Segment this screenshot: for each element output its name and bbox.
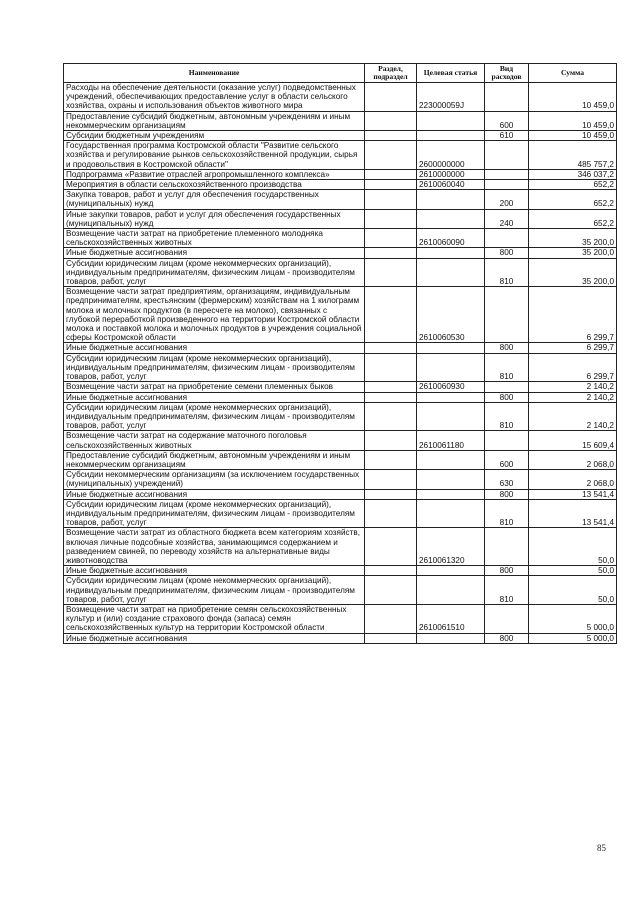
cell-sum: 652,2: [529, 209, 617, 228]
table-row: [64, 382, 617, 392]
cell-target: [417, 392, 485, 402]
cell-name: Иные бюджетные ассигнования: [64, 248, 365, 258]
table-row: [64, 566, 617, 576]
cell-section: [365, 566, 417, 576]
header-target: Целевая статья: [417, 64, 485, 83]
cell-sum: 50,0: [529, 528, 617, 566]
cell-section: [365, 131, 417, 141]
table-body: [64, 83, 617, 644]
table-row: [64, 633, 617, 643]
cell-kind: 800: [485, 392, 529, 402]
cell-section: [365, 83, 417, 112]
cell-target: 223000059J: [417, 83, 485, 112]
table-row: [64, 576, 617, 605]
table-row: [64, 489, 617, 499]
cell-target: [417, 566, 485, 576]
cell-kind: 810: [485, 353, 529, 382]
cell-kind: 240: [485, 209, 529, 228]
cell-section: [365, 499, 417, 528]
cell-sum: 2 140,2: [529, 382, 617, 392]
table-row: [64, 287, 617, 343]
cell-section: [365, 450, 417, 469]
cell-kind: 200: [485, 190, 529, 209]
table-row: [64, 258, 617, 287]
cell-sum: 5 000,0: [529, 604, 617, 633]
cell-kind: [485, 83, 529, 112]
cell-sum: 35 200,0: [529, 248, 617, 258]
cell-section: [365, 141, 417, 170]
cell-name: Возмещение части затрат из областного бюджета всем категориям хозяйств, включая личные подсобные хозяйства, занимающимся содержанием и разведением свиней, по переводу хозяйств на альтернативные виды животноводства: [64, 528, 365, 566]
table-row: [64, 604, 617, 633]
cell-name: Иные бюджетные ассигнования: [64, 392, 365, 402]
cell-name: Субсидии юридическим лицам (кроме некоммерческих организаций), индивидуальным предпринимателям, физическим лицам - производителям товаров, работ, услуг: [64, 576, 365, 605]
cell-target: 2610061180: [417, 431, 485, 450]
cell-target: 2610060530: [417, 287, 485, 343]
cell-sum: 2 068,0: [529, 450, 617, 469]
cell-section: [365, 180, 417, 190]
cell-kind: 810: [485, 402, 529, 431]
cell-name: Иные закупки товаров, работ и услуг для обеспечения государственных (муниципальных) нужд: [64, 209, 365, 228]
table-row: [64, 431, 617, 450]
cell-sum: 2 140,2: [529, 402, 617, 431]
cell-kind: [485, 287, 529, 343]
cell-kind: 810: [485, 576, 529, 605]
cell-target: [417, 576, 485, 605]
cell-section: [365, 209, 417, 228]
cell-name: Субсидии юридическим лицам (кроме некоммерческих организаций), индивидуальным предпринимателям, физическим лицам - производителям товаров, работ, услуг: [64, 402, 365, 431]
cell-name: Мероприятия в области сельскохозяйственного производства: [64, 180, 365, 190]
table-row: [64, 169, 617, 179]
table-row: [64, 180, 617, 190]
cell-name: Субсидии юридическим лицам (кроме некоммерческих организаций), индивидуальным предпринимателям, физическим лицам - производителям товаров, работ, услуг: [64, 353, 365, 382]
cell-kind: [485, 604, 529, 633]
cell-sum: 2 140,2: [529, 392, 617, 402]
table-row: [64, 499, 617, 528]
cell-section: [365, 431, 417, 450]
cell-sum: 35 200,0: [529, 258, 617, 287]
cell-kind: [485, 382, 529, 392]
cell-kind: 810: [485, 499, 529, 528]
cell-target: [417, 633, 485, 643]
cell-name: Закупка товаров, работ и услуг для обеспечения государственных (муниципальных) нужд: [64, 190, 365, 209]
cell-sum: 5 000,0: [529, 633, 617, 643]
cell-section: [365, 258, 417, 287]
table-row: [64, 83, 617, 112]
cell-target: [417, 111, 485, 130]
cell-name: Подпрограмма «Развитие отраслей агропромышленного комплекса»: [64, 169, 365, 179]
table-row: [64, 209, 617, 228]
cell-target: 2600000000: [417, 141, 485, 170]
cell-sum: 10 459,0: [529, 131, 617, 141]
cell-sum: 10 459,0: [529, 83, 617, 112]
cell-section: [365, 489, 417, 499]
cell-target: 2610000000: [417, 169, 485, 179]
cell-sum: 485 757,2: [529, 141, 617, 170]
cell-kind: 630: [485, 470, 529, 489]
cell-name: Иные бюджетные ассигнования: [64, 489, 365, 499]
table-row: [64, 343, 617, 353]
cell-section: [365, 229, 417, 248]
cell-sum: 652,2: [529, 180, 617, 190]
cell-kind: 600: [485, 450, 529, 469]
cell-kind: 800: [485, 633, 529, 643]
cell-name: Государственная программа Костромской области "Развитие сельского хозяйства и регулирование рынков сельскохозяйственной продукции, сырья и продовольствия в Костромской области": [64, 141, 365, 170]
table-row: [64, 402, 617, 431]
cell-section: [365, 343, 417, 353]
budget-table: [63, 63, 617, 644]
cell-section: [365, 402, 417, 431]
table-row: [64, 353, 617, 382]
header-kind: Вид расходов: [485, 64, 529, 83]
cell-name: Возмещение части затрат на содержание маточного поголовья сельскохозяйственных животных: [64, 431, 365, 450]
cell-name: Расходы на обеспечение деятельности (оказание услуг) подведомственных учреждений, обеспечивающих предоставление услуг в области сельского хозяйства, охраны и использования объектов животного мира: [64, 83, 365, 112]
cell-target: 2610060040: [417, 180, 485, 190]
cell-name: Возмещение части затрат на приобретение семян сельскохозяйственных культур и (или) создание страхового фонда (запаса) семян сельскохозяйственных культур на территории Костромской области: [64, 604, 365, 633]
cell-target: 2610060930: [417, 382, 485, 392]
table-row: [64, 450, 617, 469]
cell-kind: 810: [485, 258, 529, 287]
cell-name: Субсидии некоммерческим организациям (за исключением государственных (муниципальных) учреждений): [64, 470, 365, 489]
cell-name: Предоставление субсидий бюджетным, автономным учреждениям и иным некоммерческим организациям: [64, 450, 365, 469]
cell-name: Субсидии юридическим лицам (кроме некоммерческих организаций), индивидуальным предпринимателям, физическим лицам - производителям товаров, работ, услуг: [64, 258, 365, 287]
table-row: [64, 248, 617, 258]
cell-section: [365, 528, 417, 566]
cell-section: [365, 190, 417, 209]
cell-sum: 6 299,7: [529, 287, 617, 343]
cell-name: Субсидии юридическим лицам (кроме некоммерческих организаций), индивидуальным предпринимателям, физическим лицам - производителям товаров, работ, услуг: [64, 499, 365, 528]
table-row: [64, 470, 617, 489]
cell-kind: 800: [485, 566, 529, 576]
cell-section: [365, 633, 417, 643]
cell-name: Предоставление субсидий бюджетным, автономным учреждениям и иным некоммерческим организациям: [64, 111, 365, 130]
cell-sum: 6 299,7: [529, 343, 617, 353]
cell-name: Иные бюджетные ассигнования: [64, 343, 365, 353]
cell-sum: 15 609,4: [529, 431, 617, 450]
cell-target: [417, 343, 485, 353]
cell-target: [417, 190, 485, 209]
cell-section: [365, 169, 417, 179]
cell-section: [365, 392, 417, 402]
cell-name: Возмещение части затрат предприятиям, организациям, индивидуальным предпринимателям, крестьянским (фермерским) хозяйствам на 1 килограмм молока и молочных продуктов (в пересчете на молоко), связанных с глубокой переработкой произведенного на территории Костромской области молока и поставкой молока и молочных продуктов в учреждения социальной сферы Костромской области: [64, 287, 365, 343]
cell-kind: [485, 528, 529, 566]
page-number: 85: [597, 843, 606, 853]
cell-name: Субсидии бюджетным учреждениям: [64, 131, 365, 141]
table-row: [64, 229, 617, 248]
cell-sum: 35 200,0: [529, 229, 617, 248]
cell-sum: 50,0: [529, 566, 617, 576]
header-section: Раздел, подраздел: [365, 64, 417, 83]
cell-sum: 13 541,4: [529, 499, 617, 528]
cell-section: [365, 604, 417, 633]
header-sum: Сумма: [529, 64, 617, 83]
cell-name: Иные бюджетные ассигнования: [64, 566, 365, 576]
cell-section: [365, 382, 417, 392]
cell-target: 2610060090: [417, 229, 485, 248]
cell-sum: 50,0: [529, 576, 617, 605]
header-name: Наименование: [64, 64, 365, 83]
cell-target: [417, 131, 485, 141]
cell-section: [365, 470, 417, 489]
cell-target: [417, 499, 485, 528]
table-row: [64, 392, 617, 402]
cell-kind: [485, 229, 529, 248]
cell-name: Возмещение части затрат на приобретение племенного молодняка сельскохозяйственных животных: [64, 229, 365, 248]
cell-sum: 2 068,0: [529, 470, 617, 489]
cell-kind: 610: [485, 131, 529, 141]
cell-target: 2610061320: [417, 528, 485, 566]
cell-target: [417, 402, 485, 431]
cell-section: [365, 111, 417, 130]
cell-kind: [485, 169, 529, 179]
cell-target: [417, 258, 485, 287]
cell-section: [365, 576, 417, 605]
cell-target: [417, 209, 485, 228]
cell-sum: 6 299,7: [529, 353, 617, 382]
cell-target: [417, 470, 485, 489]
table-row: [64, 131, 617, 141]
cell-section: [365, 287, 417, 343]
cell-kind: 600: [485, 111, 529, 130]
cell-kind: 800: [485, 248, 529, 258]
cell-kind: [485, 180, 529, 190]
table-row: [64, 190, 617, 209]
cell-sum: 652,2: [529, 190, 617, 209]
table-row: [64, 111, 617, 130]
cell-target: [417, 489, 485, 499]
cell-target: [417, 353, 485, 382]
cell-target: 2610061510: [417, 604, 485, 633]
cell-kind: [485, 431, 529, 450]
cell-section: [365, 353, 417, 382]
cell-sum: 10 459,0: [529, 111, 617, 130]
cell-sum: 13 541,4: [529, 489, 617, 499]
table-header-row: [64, 64, 617, 83]
cell-sum: 346 037,2: [529, 169, 617, 179]
cell-kind: 800: [485, 343, 529, 353]
table-row: [64, 141, 617, 170]
cell-kind: [485, 141, 529, 170]
cell-name: Возмещение части затрат на приобретение семени племенных быков: [64, 382, 365, 392]
cell-kind: 800: [485, 489, 529, 499]
cell-name: Иные бюджетные ассигнования: [64, 633, 365, 643]
cell-target: [417, 450, 485, 469]
table-row: [64, 528, 617, 566]
cell-section: [365, 248, 417, 258]
cell-target: [417, 248, 485, 258]
